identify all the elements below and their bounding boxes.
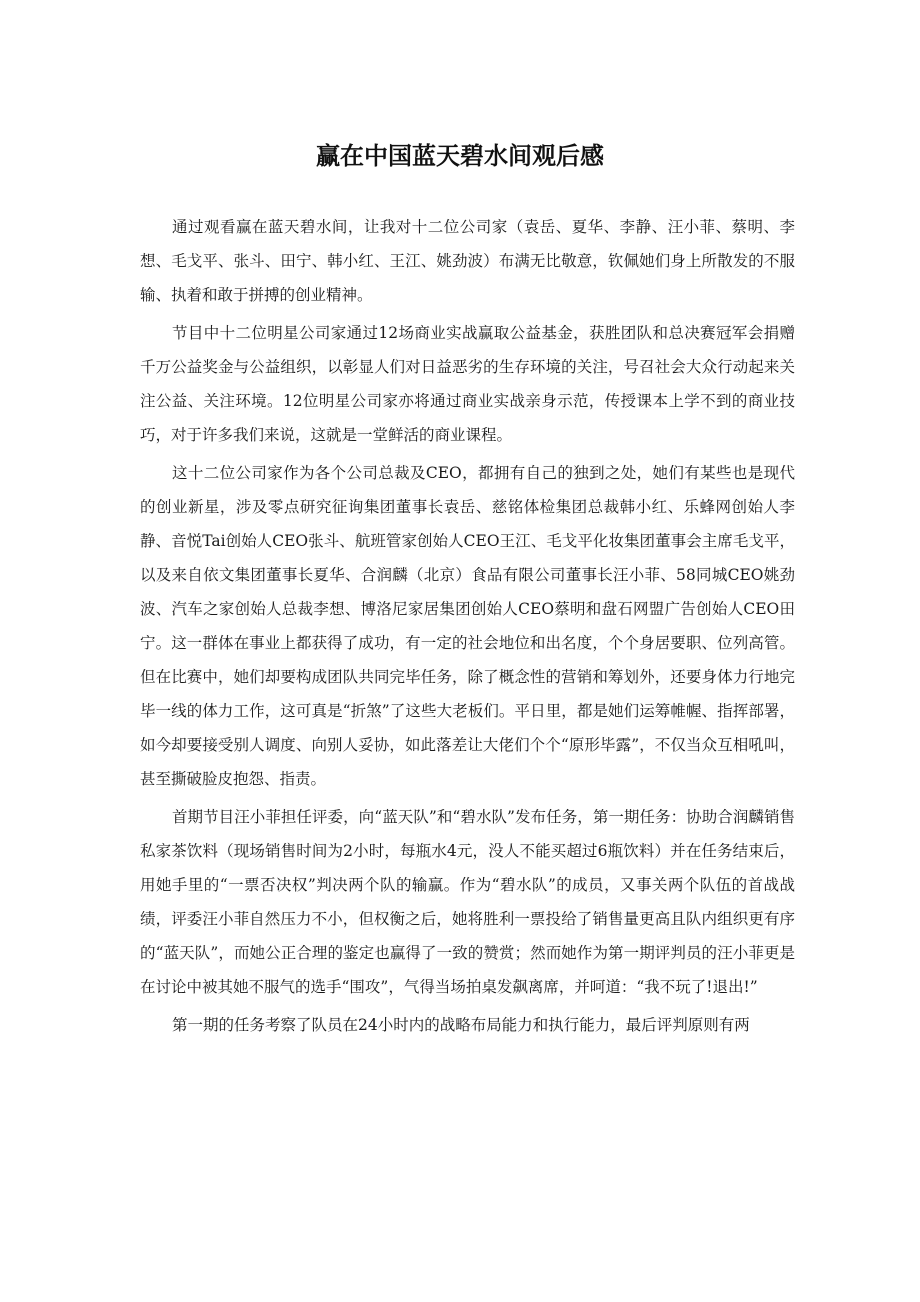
paragraph-4: 首期节目汪小菲担任评委，向“蓝天队”和“碧水队”发布任务，第一期任务：协助合润麟销售私家茶饮料（现场销售时间为2小时，每瓶水4元，没人不能买超过6瓶饮料）并在任务结束后，用她手里的“一票否决权”判决两个队的输赢。作为“碧水队”的成员，又事关两个队伍的首战战绩，评委汪小菲自然压力不小，但权衡之后，她将胜利一票投给了销售量更高且队内组织更有序的“蓝天队”，而她公正合理的鉴定也赢得了一致的赞赏；然而她作为第一期评判员的汪小菲更是在讨论中被其她不服气的选手“围攻”，气得当场拍桌发飙离席，并呵道：“我不玩了!退出!” <box>140 808 795 996</box>
document-body <box>140 210 795 1046</box>
paragraph-1: 通过观看赢在蓝天碧水间，让我对十二位公司家（袁岳、夏华、李静、汪小菲、蔡明、李想、毛戈平、张斗、田宁、韩小红、王江、姚劲波）布满无比敬意，钦佩她们身上所散发的不服输、执着和敢于拼搏的创业精神。 <box>140 218 795 304</box>
document-title: 赢在中国蓝天碧水间观后感 <box>316 142 604 170</box>
paragraph-2: 节目中十二位明星公司家通过12场商业实战赢取公益基金，获胜团队和总决赛冠军会捐赠千万公益奖金与公益组织，以彰显人们对日益恶劣的生存环境的关注，号召社会大众行动起来关注公益、关注环境。12位明星公司家亦将通过商业实战亲身示范，传授课本上学不到的商业技巧，对于许多我们来说，这就是一堂鲜活的商业课程。 <box>140 324 795 444</box>
paragraph-5: 第一期的任务考察了队员在24小时内的战略布局能力和执行能力，最后评判原则有两 <box>172 1016 750 1034</box>
paragraph-3: 这十二位公司家作为各个公司总裁及CEO，都拥有自己的独到之处，她们有某些也是现代的创业新星，涉及零点研究征询集团董事长袁岳、慈铭体检集团总裁韩小红、乐蜂网创始人李静、音悦Tai创始人CEO张斗、航班管家创始人CEO王江、毛戈平化妆集团董事会主席毛戈平，以及来自依文集团董事长夏华、合润麟（北京）食品有限公司董事长汪小菲、58同城CEO姚劲波、汽车之家创始人总裁李想、博洛尼家居集团创始人CEO蔡明和盘石网盟广告创始人CEO田宁。这一群体在事业上都获得了成功，有一定的社会地位和出名度，个个身居要职、位列高管。但在比赛中，她们却要构成团队共同完毕任务，除了概念性的营销和筹划外，还要身体力行地完毕一线的体力工作，这可真是“折煞”了这些大老板们。平日里，都是她们运筹帷幄、指挥部署，如今却要接受别人调度、向别人妥协，如此落差让大佬们个个“原形毕露”，不仅当众互相吼叫，甚至撕破脸皮抱怨、指责。 <box>140 464 795 788</box>
